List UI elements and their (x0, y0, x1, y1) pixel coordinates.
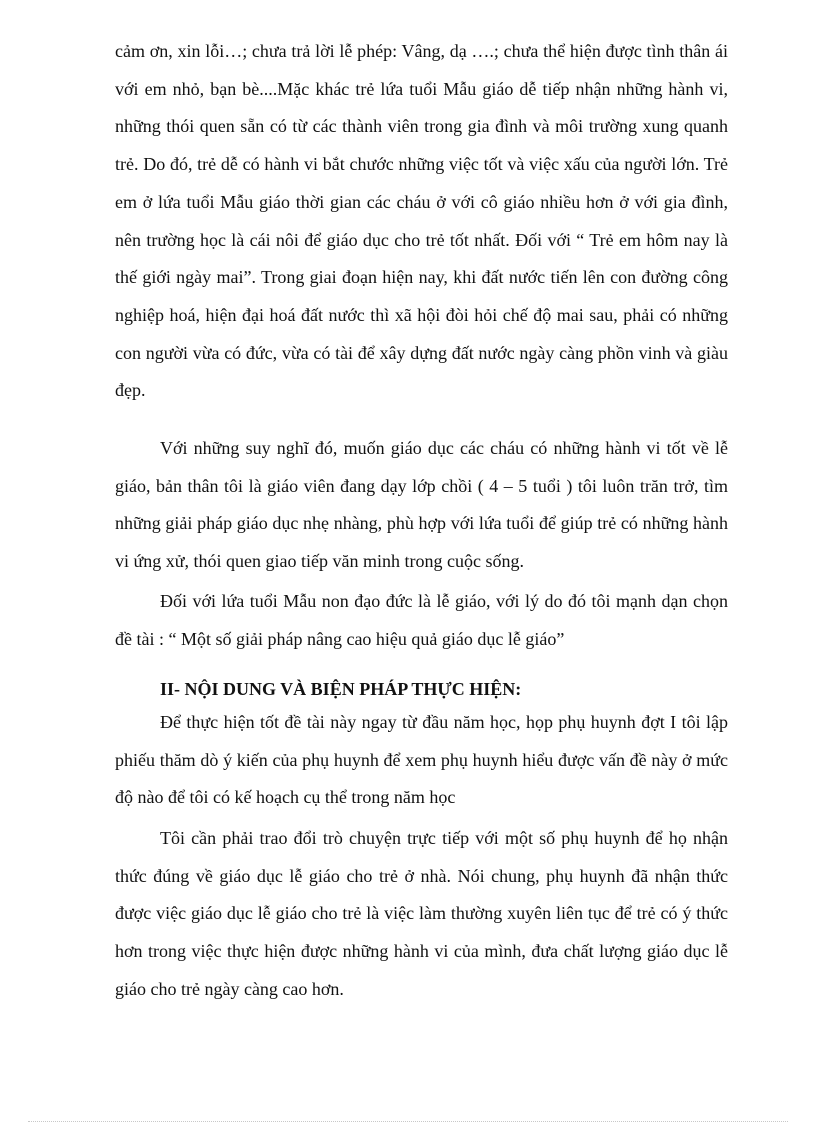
paragraph-parent-discussion: Tôi cần phải trao đổi trò chuyện trực tiếp với một số phụ huynh để họ nhận thức đúng về giáo dục lễ giáo cho trẻ ở nhà. Nói chung, phụ huynh đã nhận thức được việc giáo dục lễ giáo cho trẻ là việc làm thường xuyên liên tục để trẻ có ý thức hơn trong việc thực hiện được những hành vi của mình, đưa chất lượng giáo dục lễ giáo cho trẻ ngày càng cao hơn. (115, 828, 728, 999)
paragraph-implementation: Để thực hiện tốt đề tài này ngay từ đầu năm học, họp phụ huynh đợt I tôi lập phiếu thăm dò ý kiến của phụ huynh để xem phụ huynh hiểu được vấn đề này ở mức độ nào để tôi có kế hoạch cụ thể trong năm học (115, 712, 728, 808)
paragraph-topic-choice: Đối với lứa tuổi Mẫu non đạo đức là lễ giáo, với lý do đó tôi mạnh dạn chọn đề tài : “ Một số giải pháp nâng cao hiệu quả giáo dục lễ giáo” (115, 591, 728, 649)
section-heading: II- NỘI DUNG VÀ BIỆN PHÁP THỰC HIỆN: (160, 679, 522, 699)
paragraph-reflection: Với những suy nghĩ đó, muốn giáo dục các cháu có những hành vi tốt về lễ giáo, bản thân tôi là giáo viên đang dạy lớp chồi ( 4 – 5 tuổi ) tôi luôn trăn trở, tìm những giải pháp giáo dục nhẹ nhàng, phù hợp với lứa tuổi để giúp trẻ có những hành vi ứng xử, thói quen giao tiếp văn minh trong cuộc sống. (115, 438, 728, 572)
page-bottom-divider (28, 1121, 788, 1122)
paragraph-intro-continued: cảm ơn, xin lỗi…; chưa trả lời lễ phép: Vâng, dạ ….; chưa thể hiện được tình thân ái với em nhỏ, bạn bè....Mặc khác trẻ lứa tuổi Mẫu giáo dễ tiếp nhận những hành vi, những thói quen sẵn có từ các thành viên trong gia đình và môi trường xung quanh trẻ. Do đó, trẻ dễ có hành vi bắt chước những việc tốt và việc xấu của người lớn. Trẻ em ở lứa tuổi Mẫu giáo thời gian các cháu ở với cô giáo nhiều hơn ở với gia đình, nên trường học là cái nôi để giáo dục cho trẻ tốt nhất. Đối với “ Trẻ em hôm nay là thế giới ngày mai”. Trong giai đoạn hiện nay, khi đất nước tiến lên con đường công nghiệp hoá, hiện đại hoá đất nước thì xã hội đòi hỏi chế độ mai sau, phải có những con người vừa có đức, vừa có tài để xây dựng đất nước ngày càng phồn vinh và giàu đẹp. (115, 41, 728, 401)
